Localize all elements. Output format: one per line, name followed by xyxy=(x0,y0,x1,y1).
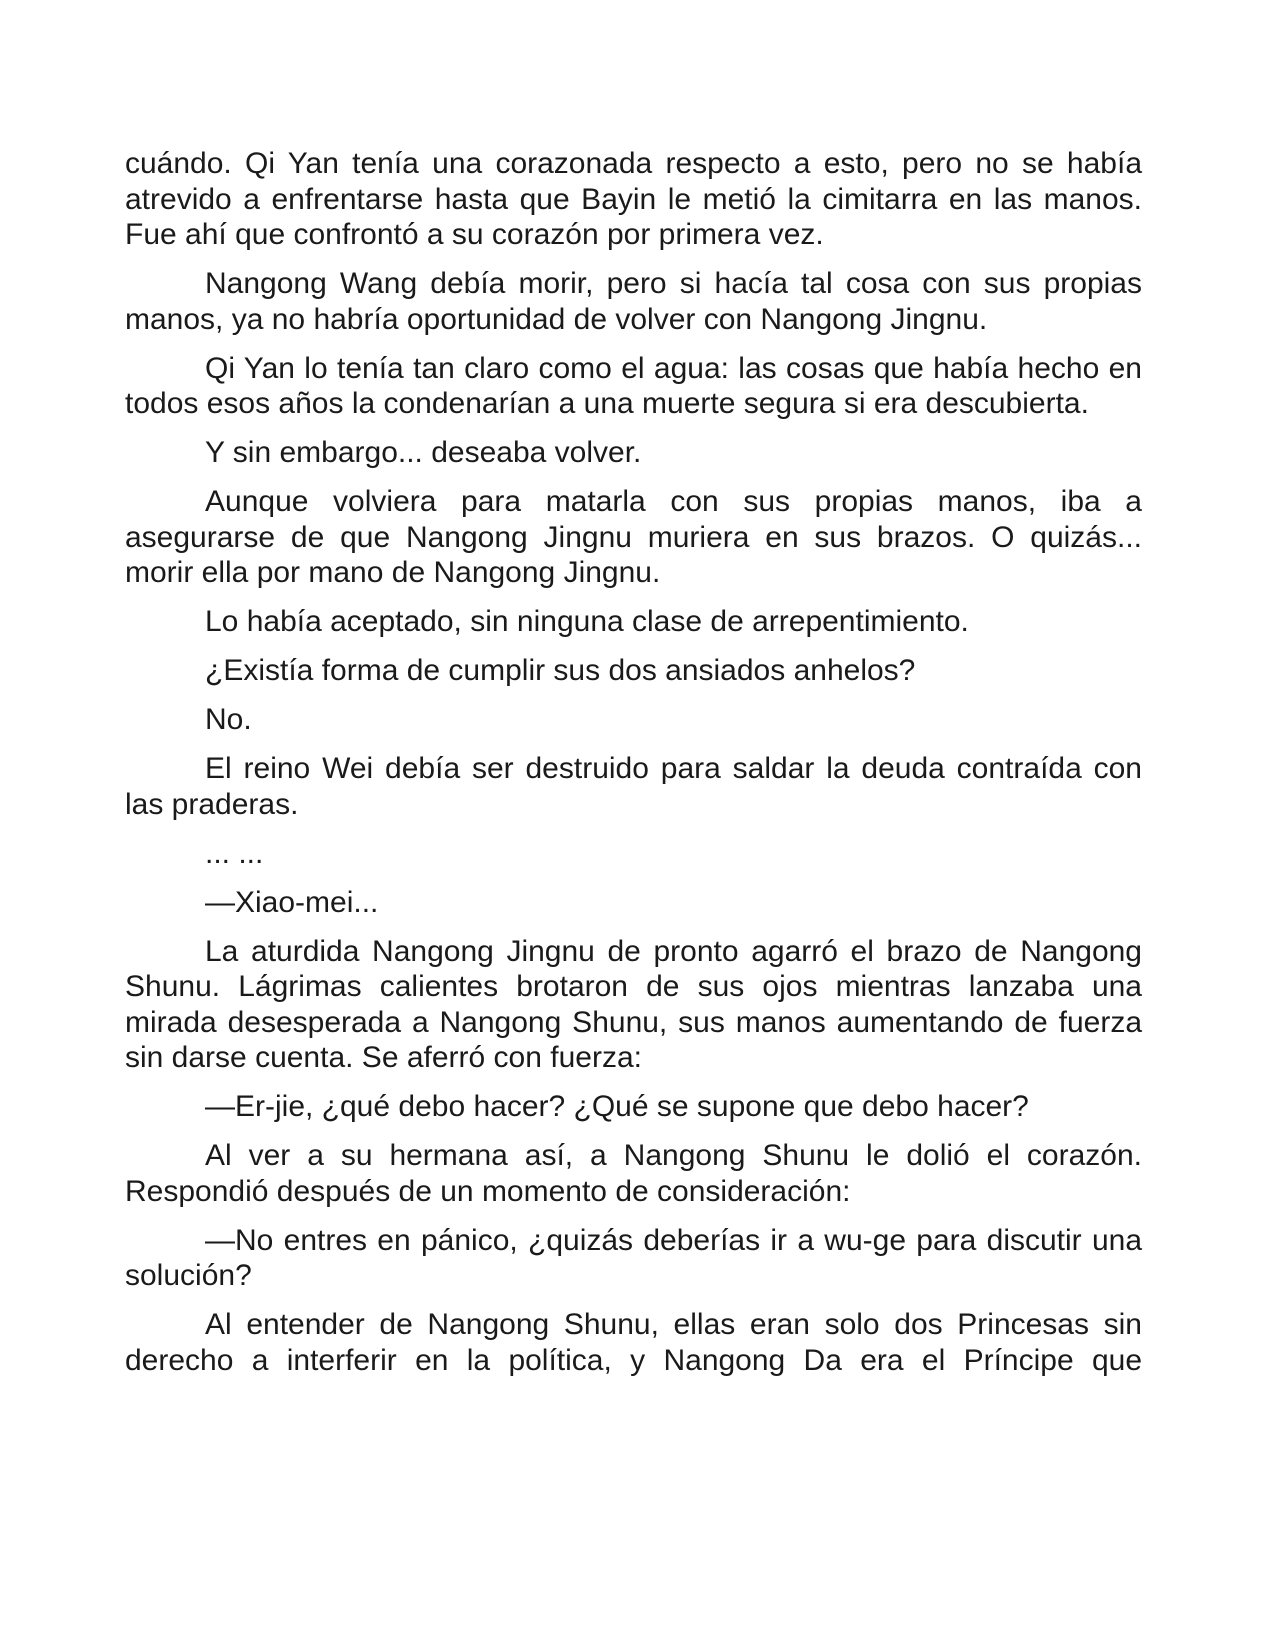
paragraph: Al ver a su hermana así, a Nangong Shunu le dolió el corazón. Respondió después de un momento de consideración: xyxy=(125,1139,1142,1208)
paragraph: La aturdida Nangong Jingnu de pronto agarró el brazo de Nangong Shunu. Lágrimas calientes brotaron de sus ojos mientras lanzaba una mirada desesperada a Nangong Shunu, sus manos aumentando de fuerza sin darse cuenta. Se aferró con fuerza: xyxy=(125,934,1142,1074)
dialogue-line: —Er-jie, ¿qué debo hacer? ¿Qué se supone que debo hacer? xyxy=(205,1090,1029,1123)
paragraph: Nangong Wang debía morir, pero si hacía tal cosa con sus propias manos, ya no habría oportunidad de volver con Nangong Jingnu. xyxy=(125,267,1142,336)
scene-break: ... ... xyxy=(205,836,264,870)
dialogue-line: —Xiao-mei... xyxy=(205,885,379,919)
paragraph: Aunque volviera para matarla con sus propias manos, iba a asegurarse de que Nangong Jingnu muriera en sus brazos. O quizás... morir ella por mano de Nangong Jingnu. xyxy=(125,485,1142,589)
paragraph: Al entender de Nangong Shunu, ellas eran solo dos Princesas sin derecho a interferir en la política, y Nangong Da era el Príncipe que xyxy=(125,1308,1142,1377)
paragraph: cuándo. Qi Yan tenía una corazonada respecto a esto, pero no se había atrevido a enfrentarse hasta que Bayin le metió la cimitarra en las manos. Fue ahí que confrontó a su corazón por primera vez. xyxy=(125,147,1142,251)
paragraph: Y sin embargo... deseaba volver. xyxy=(205,436,642,469)
paragraph: Lo había aceptado, sin ninguna clase de arrepentimiento. xyxy=(205,605,969,638)
paragraph: ¿Existía forma de cumplir sus dos ansiados anhelos? xyxy=(205,654,916,687)
paragraph: No. xyxy=(205,703,252,736)
paragraph: El reino Wei debía ser destruido para saldar la deuda contraída con las praderas. xyxy=(125,752,1142,821)
dialogue-line: —No entres en pánico, ¿quizás deberías ir a wu-ge para discutir una solución? xyxy=(125,1223,1142,1292)
paragraph: Qi Yan lo tenía tan claro como el agua: las cosas que había hecho en todos esos años la condenarían a una muerte segura si era descubierta. xyxy=(125,351,1142,420)
body-text xyxy=(125,146,1142,1392)
